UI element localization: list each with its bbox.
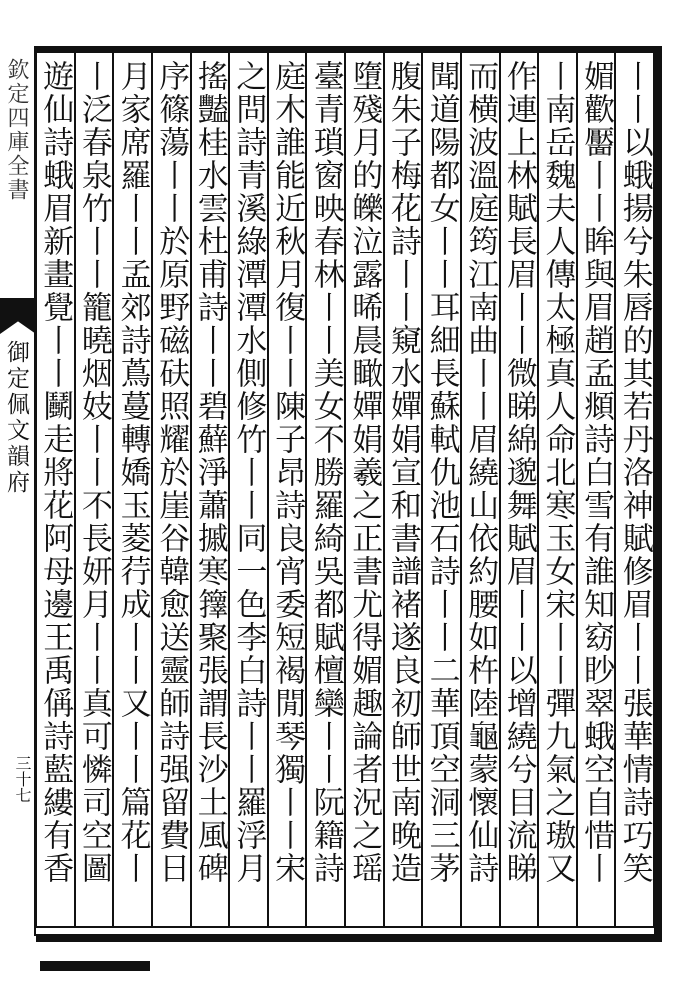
bottom-bar <box>40 961 150 971</box>
text-column: 聞道陽都女丨丨耳細長蘇軾仇池石詩丨丨二華頂空洞三茅 <box>423 60 460 885</box>
running-header: 欽定四庫全書 <box>4 58 29 202</box>
text-column: 之問詩青溪綠潭潭水側修竹丨丨同一色李白詩丨丨羅浮月 <box>230 60 267 885</box>
text-column: 丨丨以蛾揚兮朱唇的其若丹洛神賦修眉丨丨張華情詩巧笑 <box>616 60 653 885</box>
text-column: 而横波溫庭筠江南曲丨丨眉繞山依約腰如杵陸龜蒙懷仙詩 <box>462 60 499 885</box>
page-number: 三十七 <box>13 755 32 803</box>
text-column: 庭木誰能近秋月復丨丨陳子昂詩良宵委短褐閒琴獨丨丨宋 <box>269 60 306 885</box>
text-column: 墮殘月的皪泣露晞晨瞰嬋娟羲之正書尤得媚趣論者況之瑶 <box>346 60 383 885</box>
text-column: 丨南岳魏夫人傳太極真人命北寒玉女宋丨丨彈九氣之璈又 <box>539 60 576 885</box>
book-title: 御定佩文韻府 <box>3 340 29 496</box>
text-column: 媚歡靨丨丨眸與眉趙孟頫詩白雪有誰知窈眇翠蛾空自惜丨 <box>578 60 615 885</box>
frame-top-border <box>36 46 662 53</box>
text-column: 月家席羅丨丨孟郊詩蔦蔓轉嬌玉菱荇成丨丨又丨丨篇花丨 <box>114 60 151 885</box>
text-column: 作連上林賦長眉丨丨微睇綿邈舞賦眉丨丨以增繞兮目流睇 <box>500 60 537 885</box>
text-column: 搖豔桂水雲杜甫詩丨丨碧蘚淨蕭摵寒籜聚張謂長沙土風碑 <box>191 60 228 885</box>
frame-right-border <box>654 46 662 942</box>
text-column: 遊仙詩蛾眉新畫覺丨丨鬭走將花阿母邊王禹偁詩藍縷有香 <box>37 60 74 885</box>
text-column: 腹朱子梅花詩丨丨窺水嬋娟宣和書譜褚遂良初師世南晚造 <box>384 60 421 885</box>
frame-bottom-border <box>36 934 662 942</box>
text-column: 序篠蕩丨丨於原野磁砆照耀於崖谷韓愈送靈師詩强留費日 <box>153 60 190 885</box>
text-column: 丨泛春泉竹丨丨籠曉烟妓丨丨不長妍月丨丨真可憐司空圖 <box>75 60 112 885</box>
text-column: 臺青瑣窗映春林丨丨美女不勝羅綺吳都賦檀欒丨丨阮籍詩 <box>307 60 344 885</box>
frame-inner-bottom-border <box>36 926 654 928</box>
